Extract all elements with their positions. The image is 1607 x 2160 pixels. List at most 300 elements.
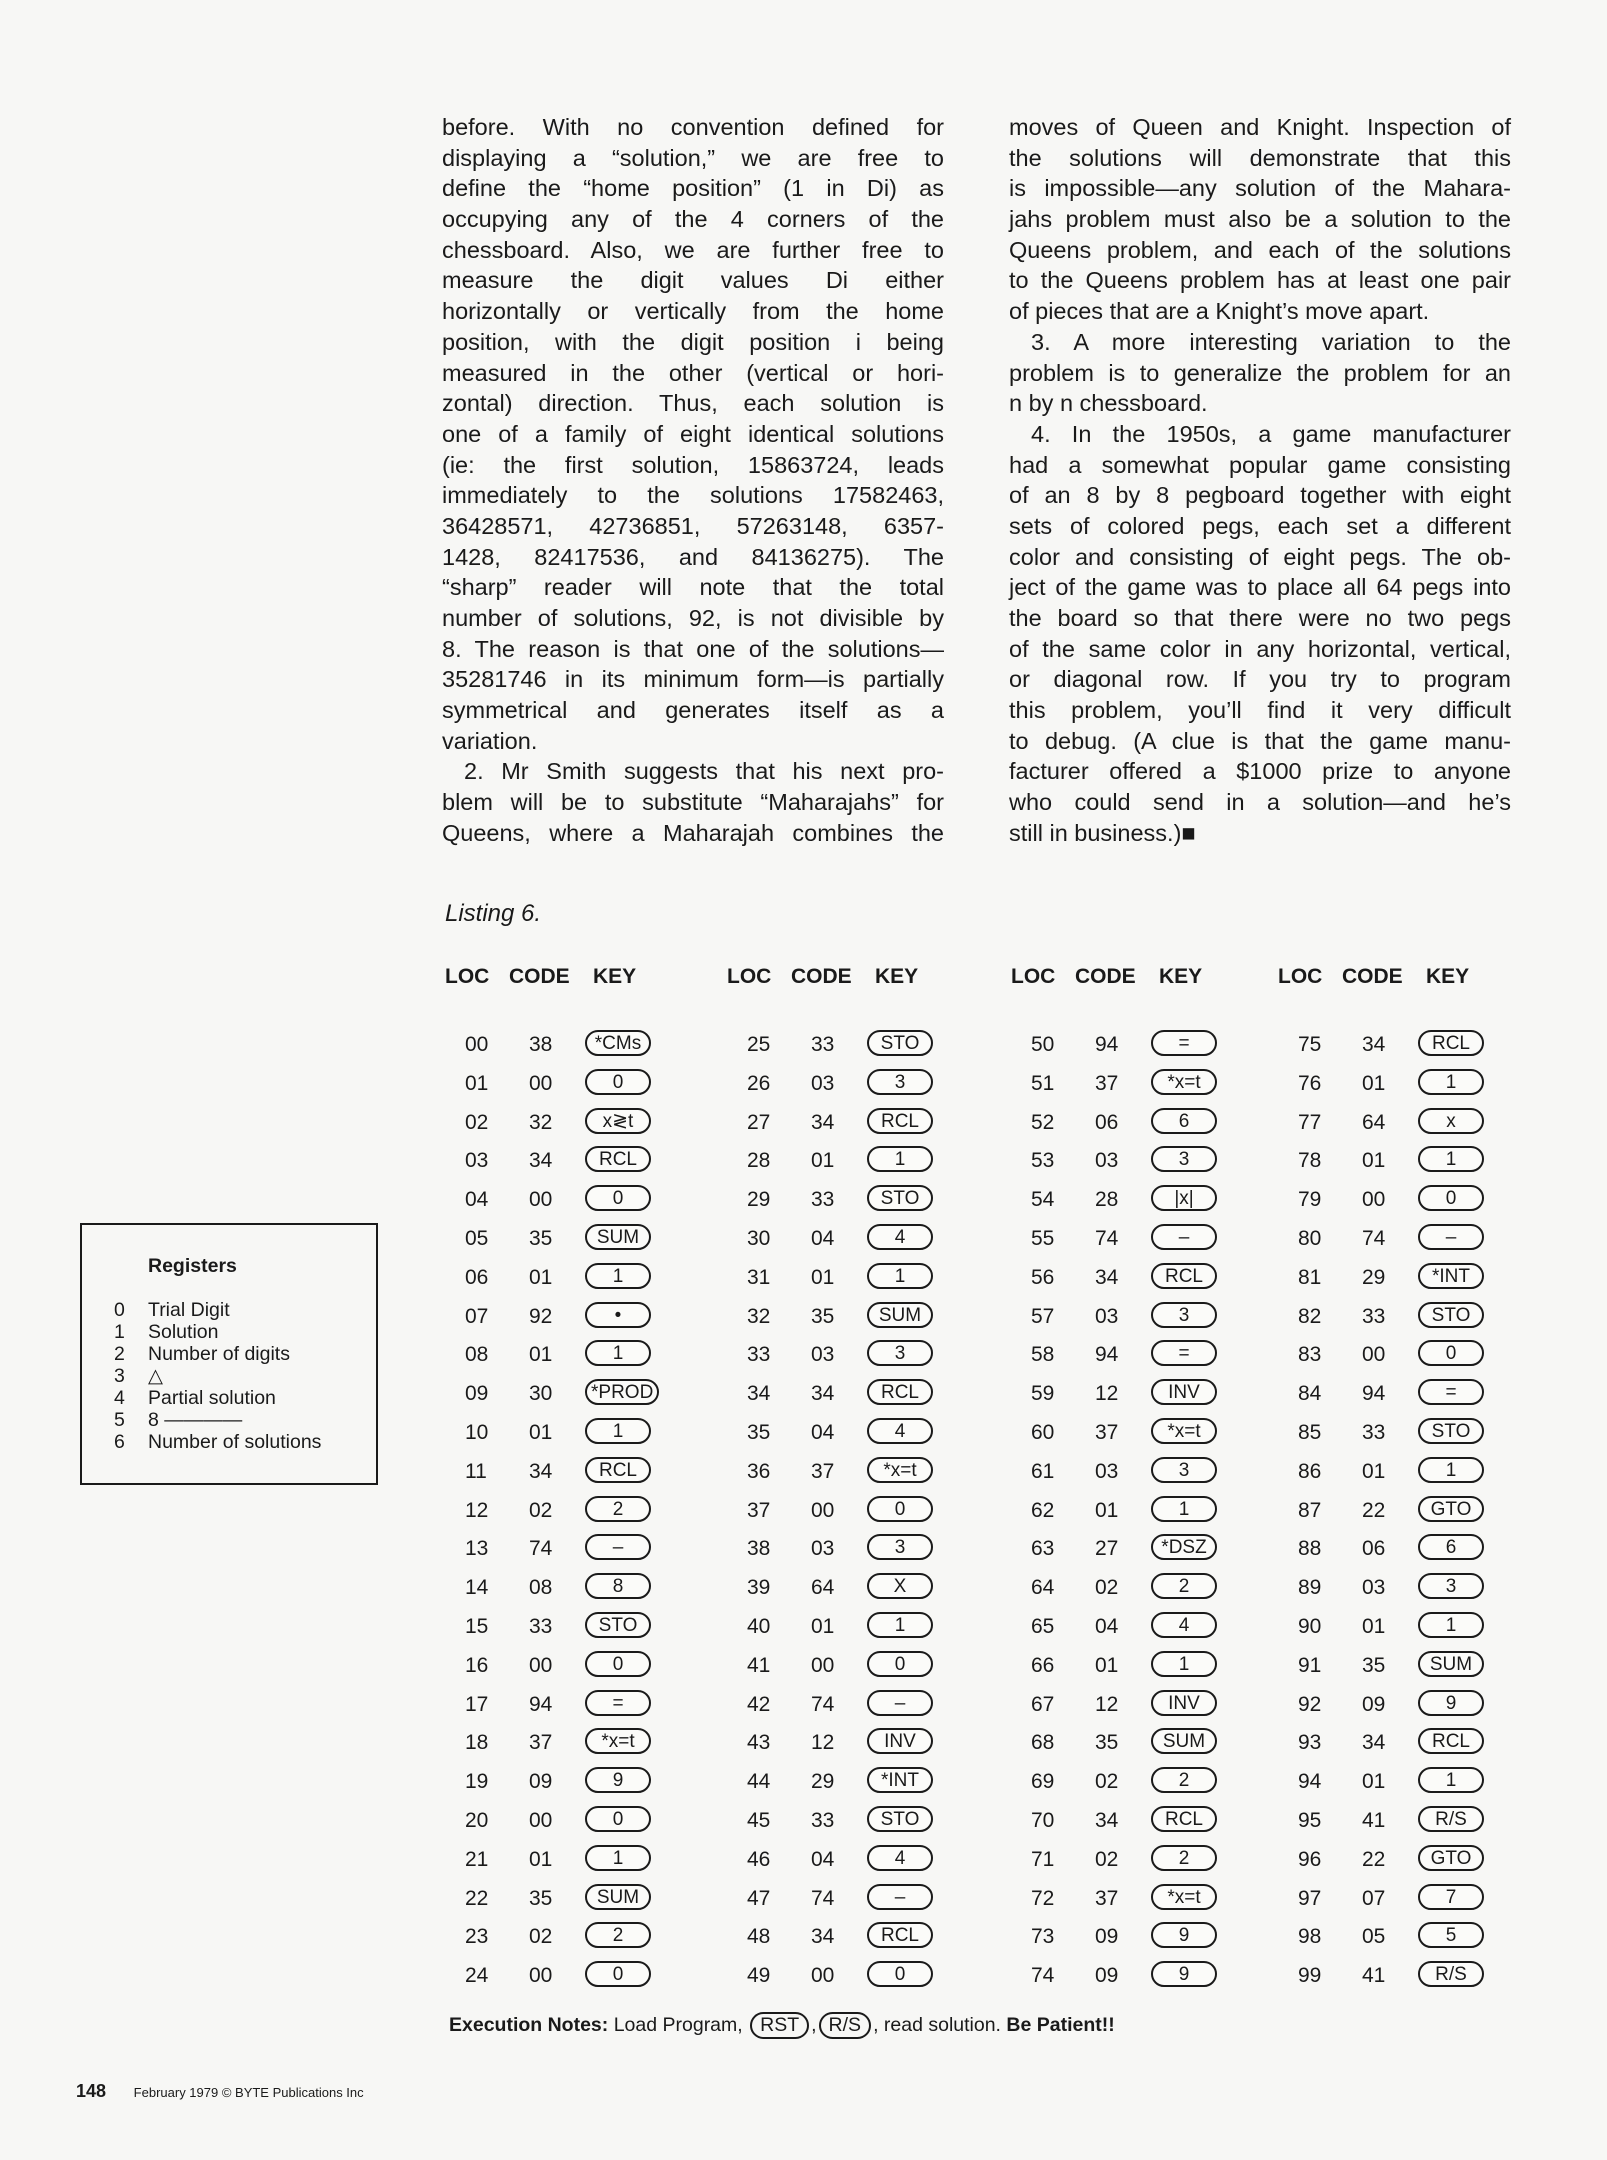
calculator-key: RCL [585,1146,651,1172]
listing-row [1278,1372,1538,1411]
calculator-key: • [585,1302,651,1328]
calculator-key: *x=t [1151,1418,1217,1444]
loc-cell: 23 [465,1925,489,1949]
code-cell: 01 [529,1847,553,1871]
loc-cell: 43 [747,1731,771,1755]
code-cell: 64 [811,1576,835,1600]
loc-cell: 88 [1298,1537,1322,1561]
calculator-key: STO [1418,1302,1484,1328]
calculator-key: STO [867,1806,933,1832]
code-cell: 12 [1095,1382,1119,1406]
text-line: before. With no convention defined for [442,114,944,140]
code-cell: 37 [811,1459,835,1483]
text-line: 2. Mr Smith suggests that his next pro- [464,758,944,785]
code-cell: 09 [1095,1925,1119,1949]
register-item [114,1365,321,1387]
listing-row [445,1838,705,1877]
listing-row [1011,1489,1271,1528]
listing-row [727,1333,987,1372]
code-cell: 01 [1095,1653,1119,1677]
code-cell: 02 [1095,1770,1119,1794]
code-cell: 38 [529,1033,553,1056]
text-line: moves of Queen and Knight. Inspection of [1009,114,1511,140]
calculator-key: 1 [585,1418,651,1444]
listing-row [1011,1566,1271,1605]
loc-header: LOC [445,965,490,988]
code-cell: 33 [1362,1304,1386,1328]
listing-row [727,1644,987,1683]
calculator-key: – [1151,1224,1217,1250]
calculator-key: – [867,1884,933,1910]
text-line: horizontally or vertically from the home [442,298,944,325]
calculator-key: – [867,1690,933,1716]
calculator-key: 1 [867,1612,933,1638]
listing-row [727,1838,987,1877]
notes-separator: , [811,2014,817,2036]
listing-row [1278,1139,1538,1178]
listing-row [445,1566,705,1605]
calculator-key: 2 [585,1496,651,1522]
text-line: of an 8 by 8 pegboard together with eight [1009,482,1511,509]
calculator-key: *x=t [1151,1069,1217,1095]
listing-row [1278,1062,1538,1101]
notes-emphasis: Be Patient!! [1006,2014,1115,2036]
listing-row [1278,1527,1538,1566]
code-cell: 00 [811,1964,835,1988]
page-footer [76,2081,364,2102]
code-cell: 00 [1362,1188,1386,1212]
code-cell: 03 [1095,1149,1119,1173]
code-cell: 35 [1095,1731,1119,1755]
listing-row [1278,1799,1538,1838]
code-cell: 02 [529,1925,553,1949]
code-cell: 01 [1362,1614,1386,1638]
text-line: variation. [442,727,538,754]
register-item [114,1387,321,1409]
loc-cell: 82 [1298,1304,1322,1328]
loc-cell: 11 [465,1459,487,1483]
loc-cell: 90 [1298,1614,1322,1638]
code-cell: 12 [1095,1692,1119,1716]
calculator-key: INV [1151,1379,1217,1405]
code-cell: 03 [811,1343,835,1367]
listing-row [445,1333,705,1372]
code-cell: 04 [811,1420,835,1444]
listing-row [1011,1683,1271,1722]
calculator-key: SUM [867,1302,933,1328]
code-cell: 35 [811,1304,835,1328]
loc-cell: 35 [747,1420,771,1444]
loc-cell: 24 [465,1964,489,1988]
code-cell: 34 [529,1459,553,1483]
loc-cell: 71 [1031,1847,1055,1871]
loc-cell: 44 [747,1770,771,1794]
listing-column-group [727,965,987,1988]
calculator-key: 6 [1151,1108,1217,1134]
register-label: Number of digits [148,1343,290,1365]
registers-box [80,1223,378,1485]
code-cell: 74 [811,1886,835,1910]
register-item [114,1321,321,1343]
text-line: symmetrical and generates itself as a [442,697,944,724]
loc-cell: 42 [747,1692,771,1716]
loc-cell: 70 [1031,1808,1055,1832]
loc-cell: 55 [1031,1226,1055,1250]
listing-row [727,1605,987,1644]
listing-row [1011,1877,1271,1916]
code-cell: 00 [529,1071,553,1095]
register-number: 4 [114,1387,125,1409]
listing-row [445,1915,705,1954]
listing-row [1011,1411,1271,1450]
text-line: position, with the digit position i being [442,328,944,355]
notes-text-2: , read solution. [873,2014,1001,2036]
listing-rows [445,1023,705,1993]
listing-row [727,1489,987,1528]
calculator-key: 0 [585,1185,651,1211]
listing-rows [727,1023,987,1993]
loc-cell: 91 [1298,1653,1322,1677]
code-cell: 33 [1362,1420,1386,1444]
loc-cell: 80 [1298,1226,1322,1250]
text-line: to debug. (A clue is that the game manu- [1009,727,1511,754]
loc-cell: 47 [747,1886,771,1910]
loc-cell: 05 [465,1226,489,1250]
listing-row [445,1605,705,1644]
code-cell: 28 [1095,1188,1119,1212]
code-cell: 74 [1095,1226,1119,1250]
code-cell: 94 [1362,1382,1386,1406]
listing-row [1011,1217,1271,1256]
calculator-key: STO [1418,1418,1484,1444]
code-cell: 01 [529,1265,553,1289]
loc-cell: 94 [1298,1770,1322,1794]
calculator-key: 1 [585,1845,651,1871]
listing-row [727,1023,987,1062]
code-cell: 35 [1362,1653,1386,1677]
listing-row [1278,1295,1538,1334]
listing-row [1011,1062,1271,1101]
text-line: displaying a “solution,” we are free to [442,144,944,171]
loc-cell: 98 [1298,1925,1322,1949]
loc-cell: 95 [1298,1808,1322,1832]
listing-row [1011,1799,1271,1838]
text-line: 36428571, 42736851, 57263148, 6357- [442,512,944,539]
code-cell: 94 [1095,1343,1119,1367]
notes-text: Load Program, [613,2014,743,2036]
loc-cell: 61 [1031,1459,1055,1483]
loc-cell: 29 [747,1188,771,1212]
calculator-key: 1 [1418,1069,1484,1095]
code-cell: 02 [1095,1576,1119,1600]
calculator-key: RCL [867,1922,933,1948]
text-line: 8. The reason is that one of the solutions— [442,635,944,662]
text-line: this problem, you’ll find it very difficult [1009,697,1511,724]
calculator-key: 3 [867,1069,933,1095]
listing-row [1011,1295,1271,1334]
article-left-column [442,112,944,849]
register-label: Solution [148,1321,219,1343]
code-cell: 34 [1362,1731,1386,1755]
loc-cell: 79 [1298,1188,1322,1212]
code-cell: 29 [1362,1265,1386,1289]
listing-row [445,1411,705,1450]
code-cell: 34 [1362,1033,1386,1056]
calculator-key: 3 [1151,1302,1217,1328]
calculator-key: 2 [585,1922,651,1948]
loc-cell: 52 [1031,1110,1055,1134]
loc-cell: 57 [1031,1304,1055,1328]
loc-cell: 59 [1031,1382,1055,1406]
calculator-key: *x=t [867,1457,933,1483]
loc-cell: 58 [1031,1343,1055,1367]
calculator-key: – [585,1534,651,1560]
loc-cell: 28 [747,1149,771,1173]
loc-cell: 08 [465,1343,489,1367]
listing-row [1278,1256,1538,1295]
code-cell: 27 [1095,1537,1119,1561]
code-cell: 34 [811,1925,835,1949]
text-line: or diagonal row. If you try to program [1009,666,1511,693]
loc-cell: 46 [747,1847,771,1871]
listing-row [1278,1605,1538,1644]
listing-row [1011,1644,1271,1683]
listing-row [1011,1139,1271,1178]
loc-cell: 92 [1298,1692,1322,1716]
calculator-key: RCL [1418,1728,1484,1754]
loc-cell: 89 [1298,1576,1322,1600]
listing-row [1278,1450,1538,1489]
text-line: the solutions will demonstrate that this [1009,144,1511,171]
code-cell: 94 [529,1692,553,1716]
text-line: still in business.)■ [1009,819,1196,846]
listing-row [1278,1101,1538,1140]
loc-cell: 06 [465,1265,489,1289]
calculator-key: R/S [1418,1961,1484,1987]
code-cell: 04 [1095,1614,1119,1638]
loc-cell: 96 [1298,1847,1322,1871]
listing-row [727,1721,987,1760]
loc-cell: 16 [465,1653,489,1677]
calculator-key: 3 [867,1534,933,1560]
listing-row [1278,1217,1538,1256]
code-cell: 08 [529,1576,553,1600]
calculator-key: 1 [1418,1767,1484,1793]
listing-row [727,1062,987,1101]
code-cell: 06 [1362,1537,1386,1561]
code-cell: 01 [1362,1459,1386,1483]
calculator-key: 3 [1151,1457,1217,1483]
register-label: △ [148,1365,163,1387]
loc-header: LOC [1011,965,1056,988]
loc-cell: 65 [1031,1614,1055,1638]
listing-row [1011,1838,1271,1877]
text-line: blem will be to substitute “Maharajahs” for [442,789,944,816]
calculator-key: 3 [1151,1146,1217,1172]
text-line: of pieces that are a Knight’s move apart. [1009,298,1430,325]
loc-cell: 72 [1031,1886,1055,1910]
notes-label: Execution Notes: [449,2014,609,2036]
calculator-key: STO [585,1612,651,1638]
listing-row [445,1489,705,1528]
code-cell: 03 [811,1071,835,1095]
loc-cell: 69 [1031,1770,1055,1794]
listing-row [727,1256,987,1295]
loc-cell: 41 [747,1653,771,1677]
code-cell: 35 [529,1886,553,1910]
listing-row [1278,1178,1538,1217]
listing-row [1278,1954,1538,1993]
code-header: CODE [1075,965,1136,988]
footer-credit: February 1979 © BYTE Publications Inc [133,2085,364,2100]
loc-cell: 31 [747,1265,771,1289]
listing-row [1278,1023,1538,1062]
register-item [114,1343,321,1365]
loc-cell: 97 [1298,1886,1322,1910]
calculator-key: 1 [867,1146,933,1172]
listing-row [1278,1411,1538,1450]
calculator-key: STO [867,1185,933,1211]
listing-row [727,1372,987,1411]
code-cell: 37 [1095,1071,1119,1095]
loc-cell: 45 [747,1808,771,1832]
listing-row [1278,1683,1538,1722]
register-label: 8 ———— [148,1409,243,1431]
loc-cell: 76 [1298,1071,1322,1095]
listing-row [727,1954,987,1993]
text-line: (ie: the first solution, 15863724, leads [442,451,944,478]
calculator-key: 1 [1151,1496,1217,1522]
loc-cell: 13 [465,1537,489,1561]
listing-column-group [1278,965,1538,1988]
key-header: KEY [875,965,919,988]
calculator-key: 7 [1418,1884,1484,1910]
calculator-key: 1 [1151,1651,1217,1677]
calculator-key: SUM [585,1224,651,1250]
loc-cell: 86 [1298,1459,1322,1483]
calculator-key: X [867,1573,933,1599]
code-header: CODE [791,965,852,988]
code-cell: 00 [529,1964,553,1988]
loc-cell: 33 [747,1343,771,1367]
listing-row [445,1799,705,1838]
code-cell: 04 [811,1847,835,1871]
loc-cell: 22 [465,1886,489,1910]
code-cell: 04 [811,1226,835,1250]
code-cell: 33 [811,1188,835,1212]
calculator-key: 0 [867,1651,933,1677]
calculator-key: GTO [1418,1845,1484,1871]
listing-row [1011,1101,1271,1140]
text-line: ject of the game was to place all 64 pegs into [1009,574,1511,601]
calculator-key: 4 [1151,1612,1217,1638]
loc-cell: 48 [747,1925,771,1949]
loc-cell: 12 [465,1498,489,1522]
listing-row [1011,1721,1271,1760]
code-cell: 41 [1362,1964,1386,1988]
text-line: sets of colored pegs, each set a different [1009,512,1511,539]
text-line: number of solutions, 92, is not divisible by [442,605,944,631]
calculator-key: SUM [1418,1651,1484,1677]
loc-cell: 00 [465,1033,489,1056]
code-cell: 22 [1362,1498,1386,1522]
calculator-key: 9 [1151,1961,1217,1987]
code-cell: 09 [1362,1692,1386,1716]
listing-header [727,965,987,995]
listing-row [727,1139,987,1178]
register-item [114,1431,321,1453]
listing-row [445,1178,705,1217]
calculator-key: 2 [1151,1573,1217,1599]
calculator-key: 1 [1418,1457,1484,1483]
code-cell: 35 [529,1226,553,1250]
calculator-key: 2 [1151,1767,1217,1793]
loc-cell: 85 [1298,1420,1322,1444]
register-number: 3 [114,1365,125,1387]
register-label: Partial solution [148,1387,276,1409]
loc-cell: 68 [1031,1731,1055,1755]
code-cell: 34 [1095,1808,1119,1832]
calculator-key: x [1418,1108,1484,1134]
calculator-key: 0 [867,1961,933,1987]
loc-cell: 30 [747,1226,771,1250]
listing-row [1011,1333,1271,1372]
register-number: 6 [114,1431,125,1453]
listing-row [445,1256,705,1295]
loc-cell: 83 [1298,1343,1322,1367]
loc-cell: 10 [465,1420,489,1444]
calculator-key: 4 [867,1418,933,1444]
listing-header [1278,965,1538,995]
loc-cell: 63 [1031,1537,1055,1561]
loc-cell: 02 [465,1110,489,1134]
loc-cell: 36 [747,1459,771,1483]
loc-cell: 09 [465,1382,489,1406]
listing-row [727,1799,987,1838]
code-cell: 02 [1095,1847,1119,1871]
code-cell: 00 [811,1498,835,1522]
code-cell: 00 [811,1653,835,1677]
key-header: KEY [593,965,637,988]
loc-cell: 49 [747,1964,771,1988]
calculator-key: 1 [867,1263,933,1289]
listing-row [445,1217,705,1256]
calculator-key: = [1151,1030,1217,1056]
text-line: 3. A more interesting variation to the [1031,328,1511,355]
listing-row [1011,1605,1271,1644]
key-header: KEY [1426,965,1470,988]
register-number: 1 [114,1321,125,1343]
listing-row [1011,1760,1271,1799]
loc-cell: 93 [1298,1731,1322,1755]
code-cell: 01 [811,1149,835,1173]
calculator-key: 2 [1151,1845,1217,1871]
loc-cell: 50 [1031,1033,1055,1056]
loc-cell: 26 [747,1071,771,1095]
code-cell: 01 [529,1420,553,1444]
code-cell: 00 [529,1188,553,1212]
calculator-key: 0 [585,1069,651,1095]
calculator-key: 3 [867,1340,933,1366]
calculator-key: *INT [867,1767,933,1793]
calculator-key: = [585,1690,651,1716]
listing-row [1011,1023,1271,1062]
code-cell: 34 [811,1382,835,1406]
text-line: to the Queens problem has at least one pair [1009,267,1511,294]
text-line: is impossible—any solution of the Mahara- [1009,175,1511,202]
listing-row [1278,1915,1538,1954]
calculator-key: 1 [585,1263,651,1289]
